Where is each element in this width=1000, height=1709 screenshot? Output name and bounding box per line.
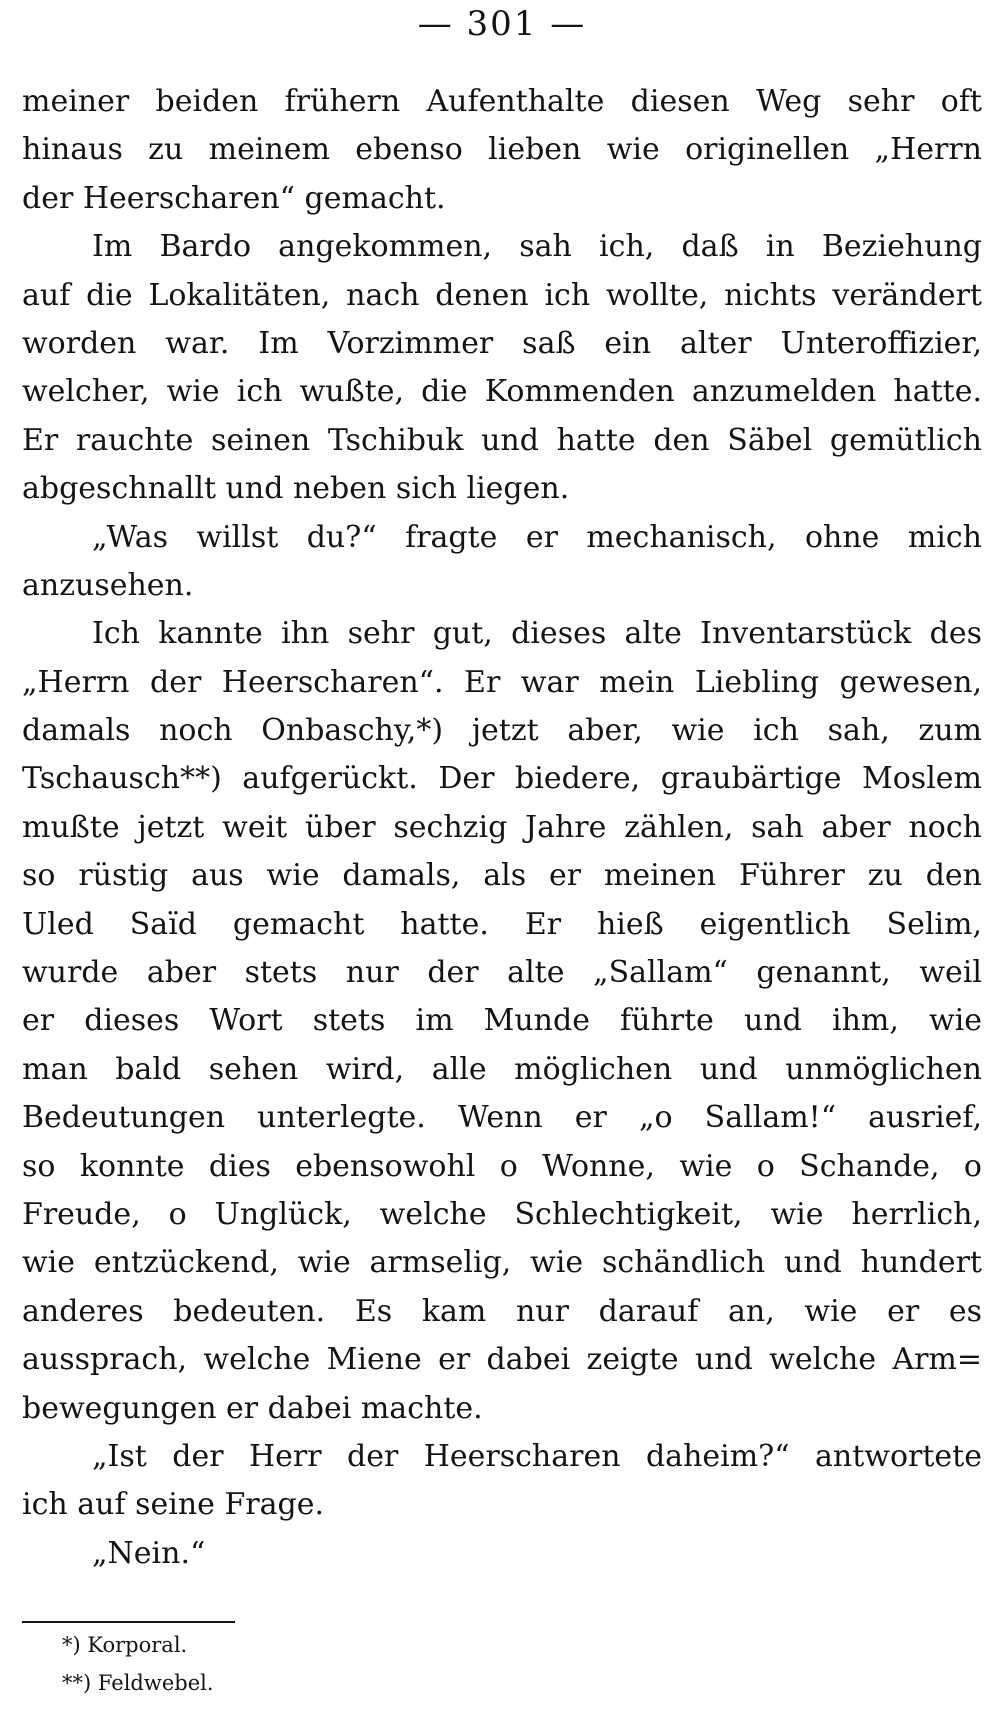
text-line: bewegungen er dabei machte. (22, 1390, 483, 1426)
book-page (22, 0, 982, 1709)
text-line: damals noch Onbaschy,*) jetzt aber, wie ich sah, zum (22, 713, 982, 749)
text-line: welcher, wie ich wußte, die Kommenden anzumelden hatte. (22, 374, 982, 410)
text-line: „Nein.“ (92, 1535, 206, 1571)
text-line: man bald sehen wird, alle möglichen und unmöglichen (22, 1051, 982, 1087)
text-line: Ich kannte ihn sehr gut, dieses alte Inventarstück des (92, 616, 982, 652)
footnotes (62, 1626, 462, 1702)
text-line: ich auf seine Frage. (22, 1487, 324, 1523)
body-text (22, 78, 982, 1578)
page-number: — 301 — (417, 4, 587, 44)
text-line: so rüstig aus wie damals, als er meinen Führer zu den (22, 858, 982, 894)
text-line: Bedeutungen unterlegte. Wenn er „o Sallam!“ ausrief, (22, 1100, 982, 1136)
text-line: Er rauchte seinen Tschibuk und hatte den Säbel gemütlich (22, 422, 982, 458)
text-line: Tschausch**) aufgerückt. Der biedere, graubärtige Moslem (22, 761, 982, 797)
text-line: abgeschnallt und neben sich liegen. (22, 471, 570, 507)
footnote-rule (22, 1621, 235, 1623)
text-line: worden war. Im Vorzimmer saß ein alter Unteroffizier, (22, 325, 982, 361)
text-line: Uled Saïd gemacht hatte. Er hieß eigentlich Selim, (22, 906, 982, 942)
text-line: „Herrn der Heerscharen“. Er war mein Liebling gewesen, (22, 664, 982, 700)
text-line: hinaus zu meinem ebenso lieben wie originellen „Herrn (22, 132, 982, 168)
text-line: meiner beiden frühern Aufenthalte diesen Weg sehr oft (22, 84, 982, 119)
text-line: der Heerscharen“ gemacht. (22, 180, 446, 216)
text-line: wie entzückend, wie armselig, wie schändlich und hundert (22, 1245, 982, 1281)
text-line: mußte jetzt weit über sechzig Jahre zählen, sah aber noch (22, 809, 982, 845)
text-line: Im Bardo angekommen, sah ich, daß in Beziehung (92, 229, 982, 265)
footnote: **) Feldwebel. (62, 1671, 214, 1695)
text-line: aussprach, welche Miene er dabei zeigte und welche Arm= (22, 1342, 982, 1378)
text-line: „Was willst du?“ fragte er mechanisch, ohne mich (92, 519, 982, 555)
text-line: anderes bedeuten. Es kam nur darauf an, wie er es (22, 1293, 982, 1329)
text-line: so konnte dies ebensowohl o Wonne, wie o Schande, o (22, 1148, 982, 1184)
text-line: anzusehen. (22, 567, 194, 603)
footnote: *) Korporal. (62, 1633, 188, 1657)
text-line: auf die Lokalitäten, nach denen ich wollte, nichts verändert (22, 277, 982, 313)
text-line: „Ist der Herr der Heerscharen daheim?“ antwortete (92, 1438, 982, 1474)
text-line: Freude, o Unglück, welche Schlechtigkeit, wie herrlich, (22, 1196, 982, 1232)
text-line: wurde aber stets nur der alte „Sallam“ genannt, weil (22, 955, 982, 991)
text-line: er dieses Wort stets im Munde führte und ihm, wie (22, 1003, 982, 1039)
